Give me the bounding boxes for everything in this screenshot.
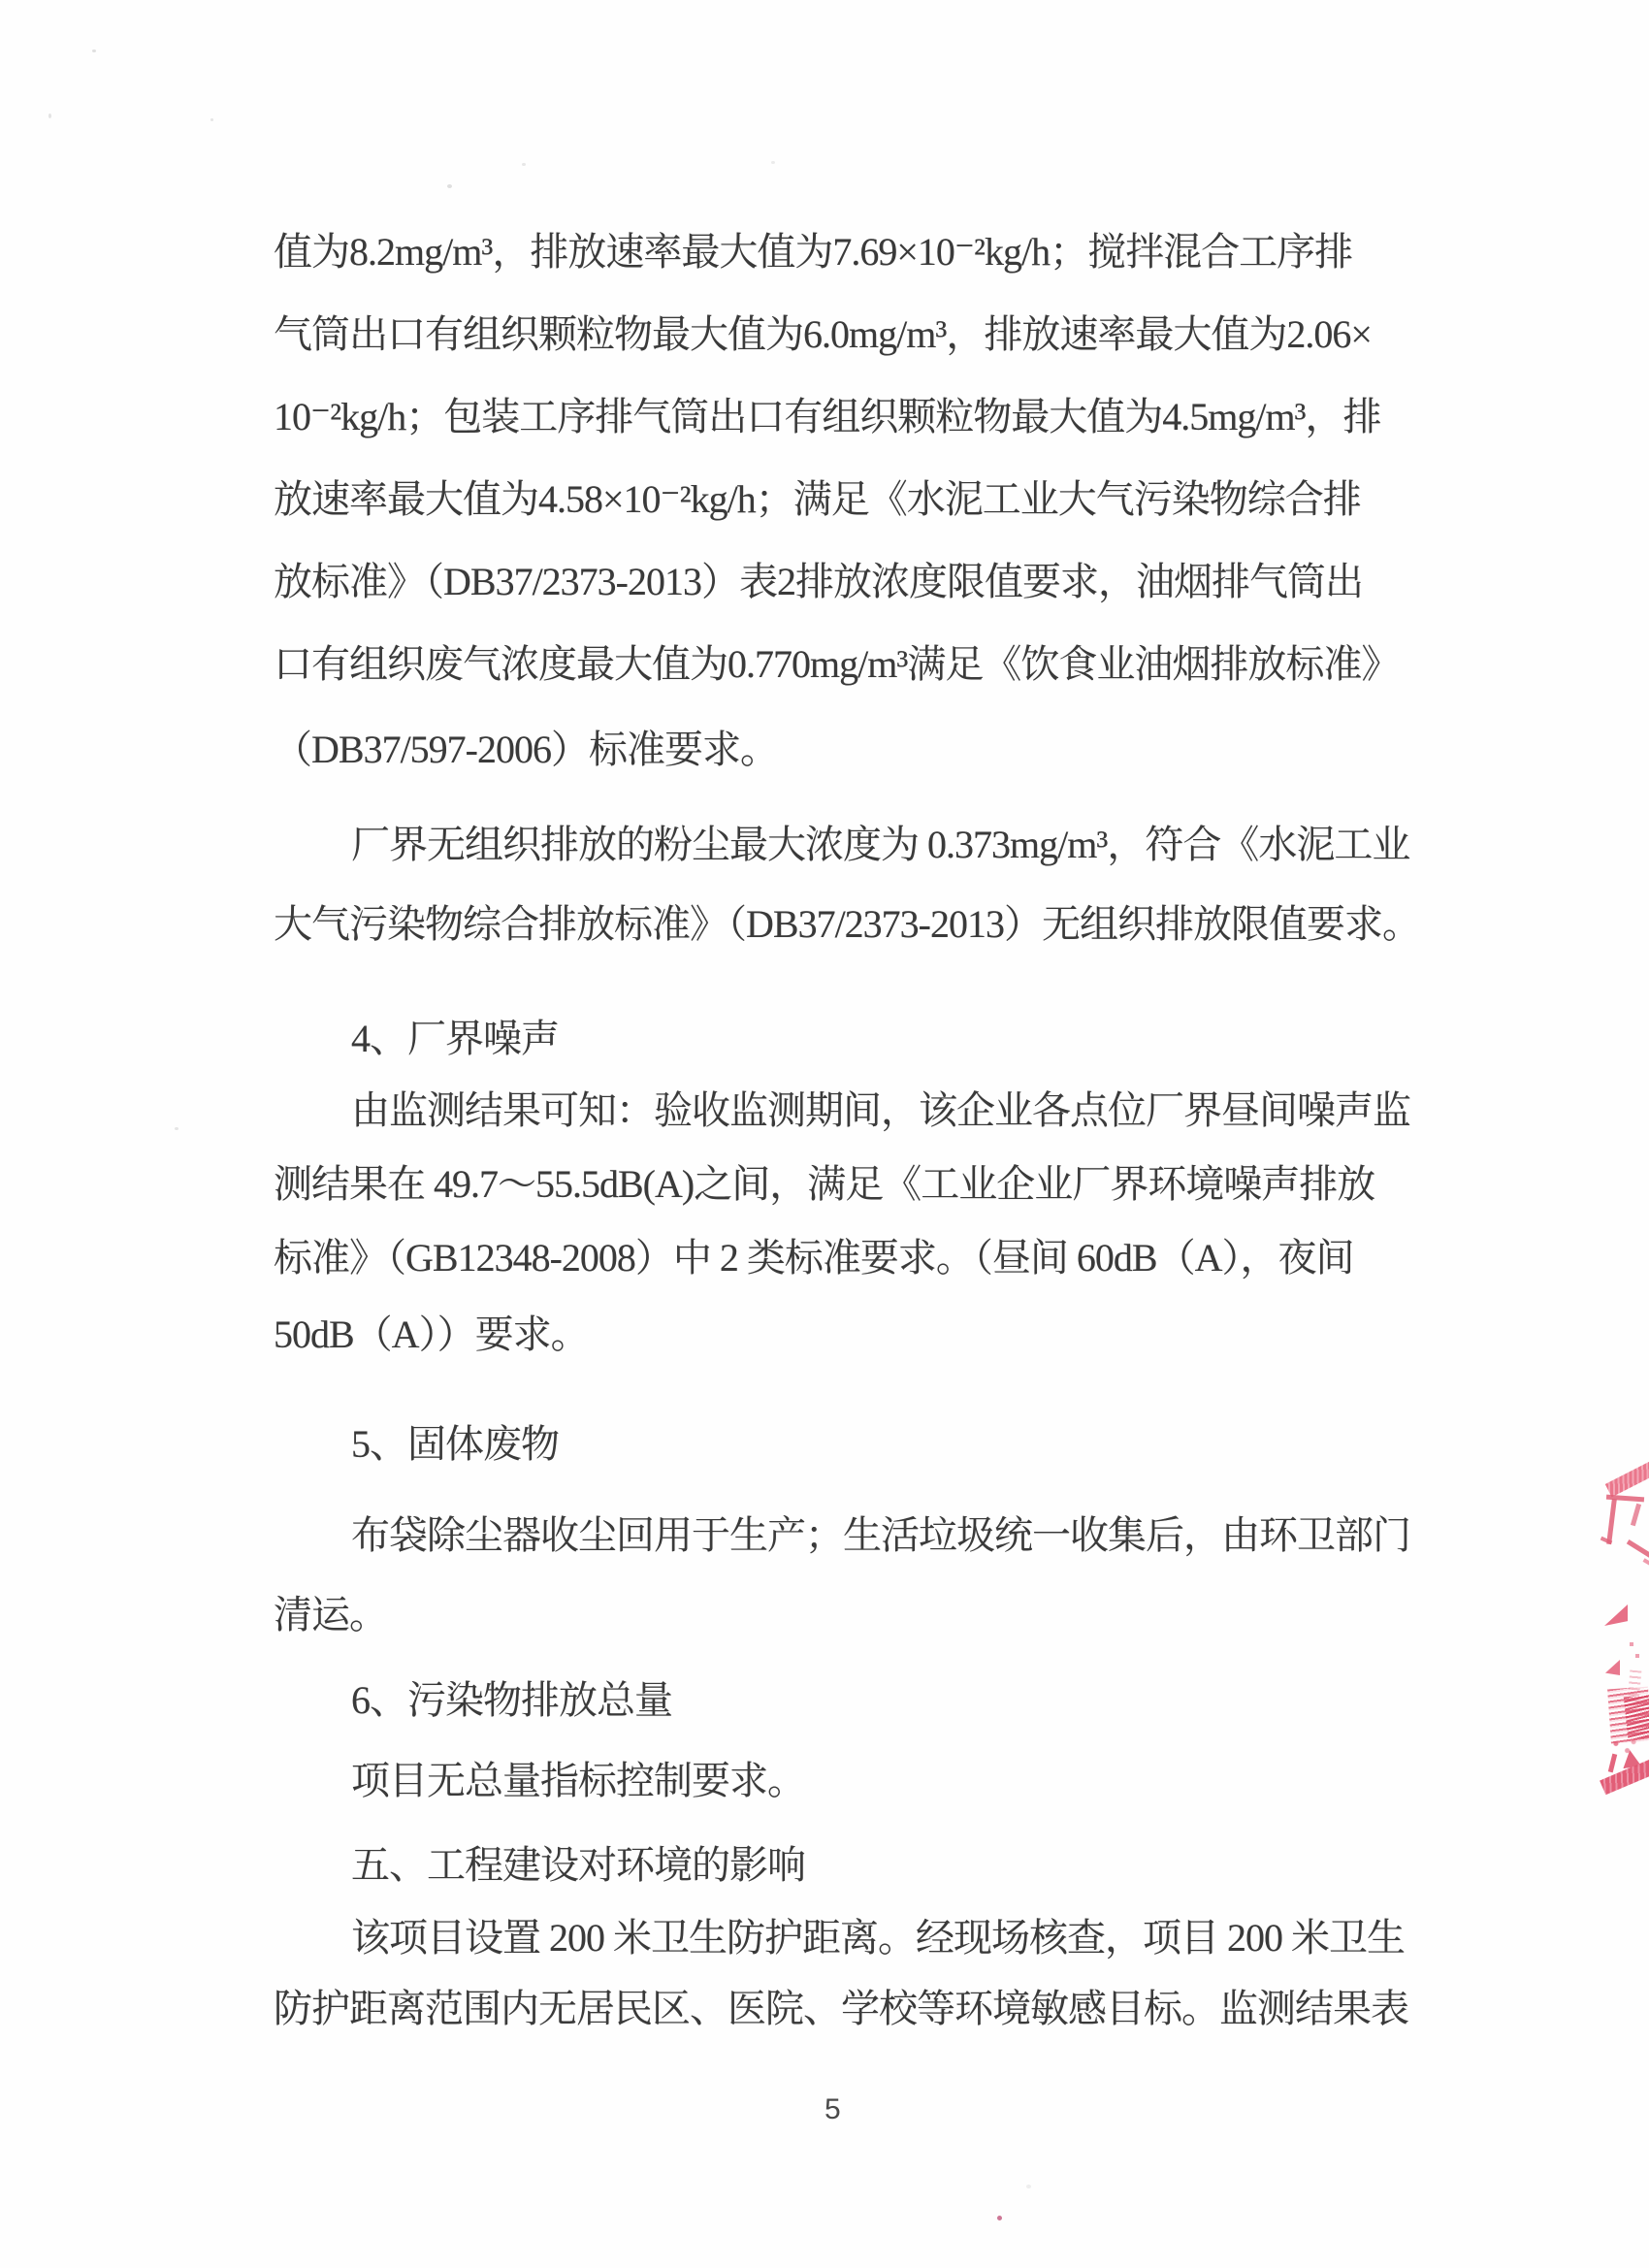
text-line-7: （DB37/597-2006）标准要求。: [274, 728, 778, 771]
stamp-triangle-1: [1604, 1604, 1628, 1626]
stamp-slash-stroke-small: [1643, 1558, 1649, 1565]
text-line-20-heading-section5: 五、工程建设对环境的影响: [351, 1843, 805, 1887]
page-number: 5: [824, 2093, 841, 2125]
text-line-22: 防护距离范围内无居民区、医院、学校等环境敏感目标。监测结果表: [274, 1987, 1408, 2030]
scan-speck: [771, 161, 775, 164]
text-line-21: 该项目设置 200 米卫生防护距离。经现场核查，项目 200 米卫生: [351, 1916, 1405, 1960]
text-line-6: 口有组织废气浓度最大值为0.770mg/m³满足《饮食业油烟排放标准》: [274, 642, 1400, 686]
stamp-dot-1: [1630, 1642, 1633, 1646]
text-line-5: 放标准》（DB37/2373-2013）表2排放浓度限值要求，油烟排气筒出: [274, 560, 1363, 603]
scan-speck: [210, 118, 213, 121]
text-line-11: 由监测结果可知：验收监测期间，该企业各点位厂界昼间噪声监: [351, 1088, 1410, 1132]
stamp-scribble-dense: [1624, 1695, 1649, 1739]
stamp-mark-one: [1608, 1754, 1617, 1773]
stamp-stroke-vertical: [1606, 1499, 1617, 1544]
text-line-1: 值为8.2mg/m³，排放速率最大值为7.69×10⁻²kg/h；搅拌混合工序排: [274, 230, 1353, 274]
stamp-slash-stroke: [1627, 1539, 1649, 1558]
scan-speck: [175, 1127, 178, 1130]
text-line-15-heading-solid-waste: 5、固体废物: [351, 1422, 559, 1466]
text-line-19: 项目无总量指标控制要求。: [351, 1759, 805, 1802]
text-line-10-heading-noise: 4、厂界噪声: [351, 1017, 559, 1060]
text-line-9: 大气污染物综合排放标准》（DB37/2373-2013）无组织排放限值要求。: [274, 902, 1420, 946]
text-line-8: 厂界无组织排放的粉尘最大浓度为 0.373mg/m³，符合《水泥工业: [351, 823, 1410, 866]
stamp-stroke-inner: [1631, 1504, 1641, 1526]
stamp-triangle-2: [1605, 1660, 1620, 1675]
scan-speck: [48, 113, 51, 118]
red-ink-dot: [997, 2216, 1002, 2220]
stamp-specks: [1612, 1738, 1637, 1756]
scan-speck: [447, 184, 452, 188]
stamp-bar-top: [1605, 1459, 1649, 1498]
text-line-3: 10⁻²kg/h；包装工序排气筒出口有组织颗粒物最大值为4.5mg/m³，排: [274, 395, 1381, 438]
text-line-18-heading-total-emissions: 6、污染物排放总量: [351, 1678, 672, 1722]
stamp-dot-2: [1635, 1654, 1639, 1658]
stamp-bar-bottom: [1600, 1760, 1649, 1796]
text-line-4: 放速率最大值为4.58×10⁻²kg/h；满足《水泥工业大气污染物综合排: [274, 477, 1361, 521]
text-line-14: 50dB（A））要求。: [274, 1312, 589, 1356]
text-line-12: 测结果在 49.7～55.5dB(A)之间，满足《工业企业厂界环境噪声排放: [274, 1162, 1375, 1206]
scan-speck: [1026, 2185, 1031, 2188]
text-line-13: 标准》（GB12348-2008）中 2 类标准要求。（昼间 60dB（A），夜间: [274, 1236, 1354, 1280]
scan-speck: [92, 49, 96, 52]
scan-speck: [522, 163, 526, 166]
text-line-16: 布袋除尘器收尘回用于生产；生活垃圾统一收集后，由环卫部门: [351, 1513, 1410, 1557]
text-line-17: 清运。: [274, 1593, 387, 1636]
text-line-2: 气筒出口有组织颗粒物最大值为6.0mg/m³，排放速率最大值为2.06×: [274, 312, 1372, 356]
